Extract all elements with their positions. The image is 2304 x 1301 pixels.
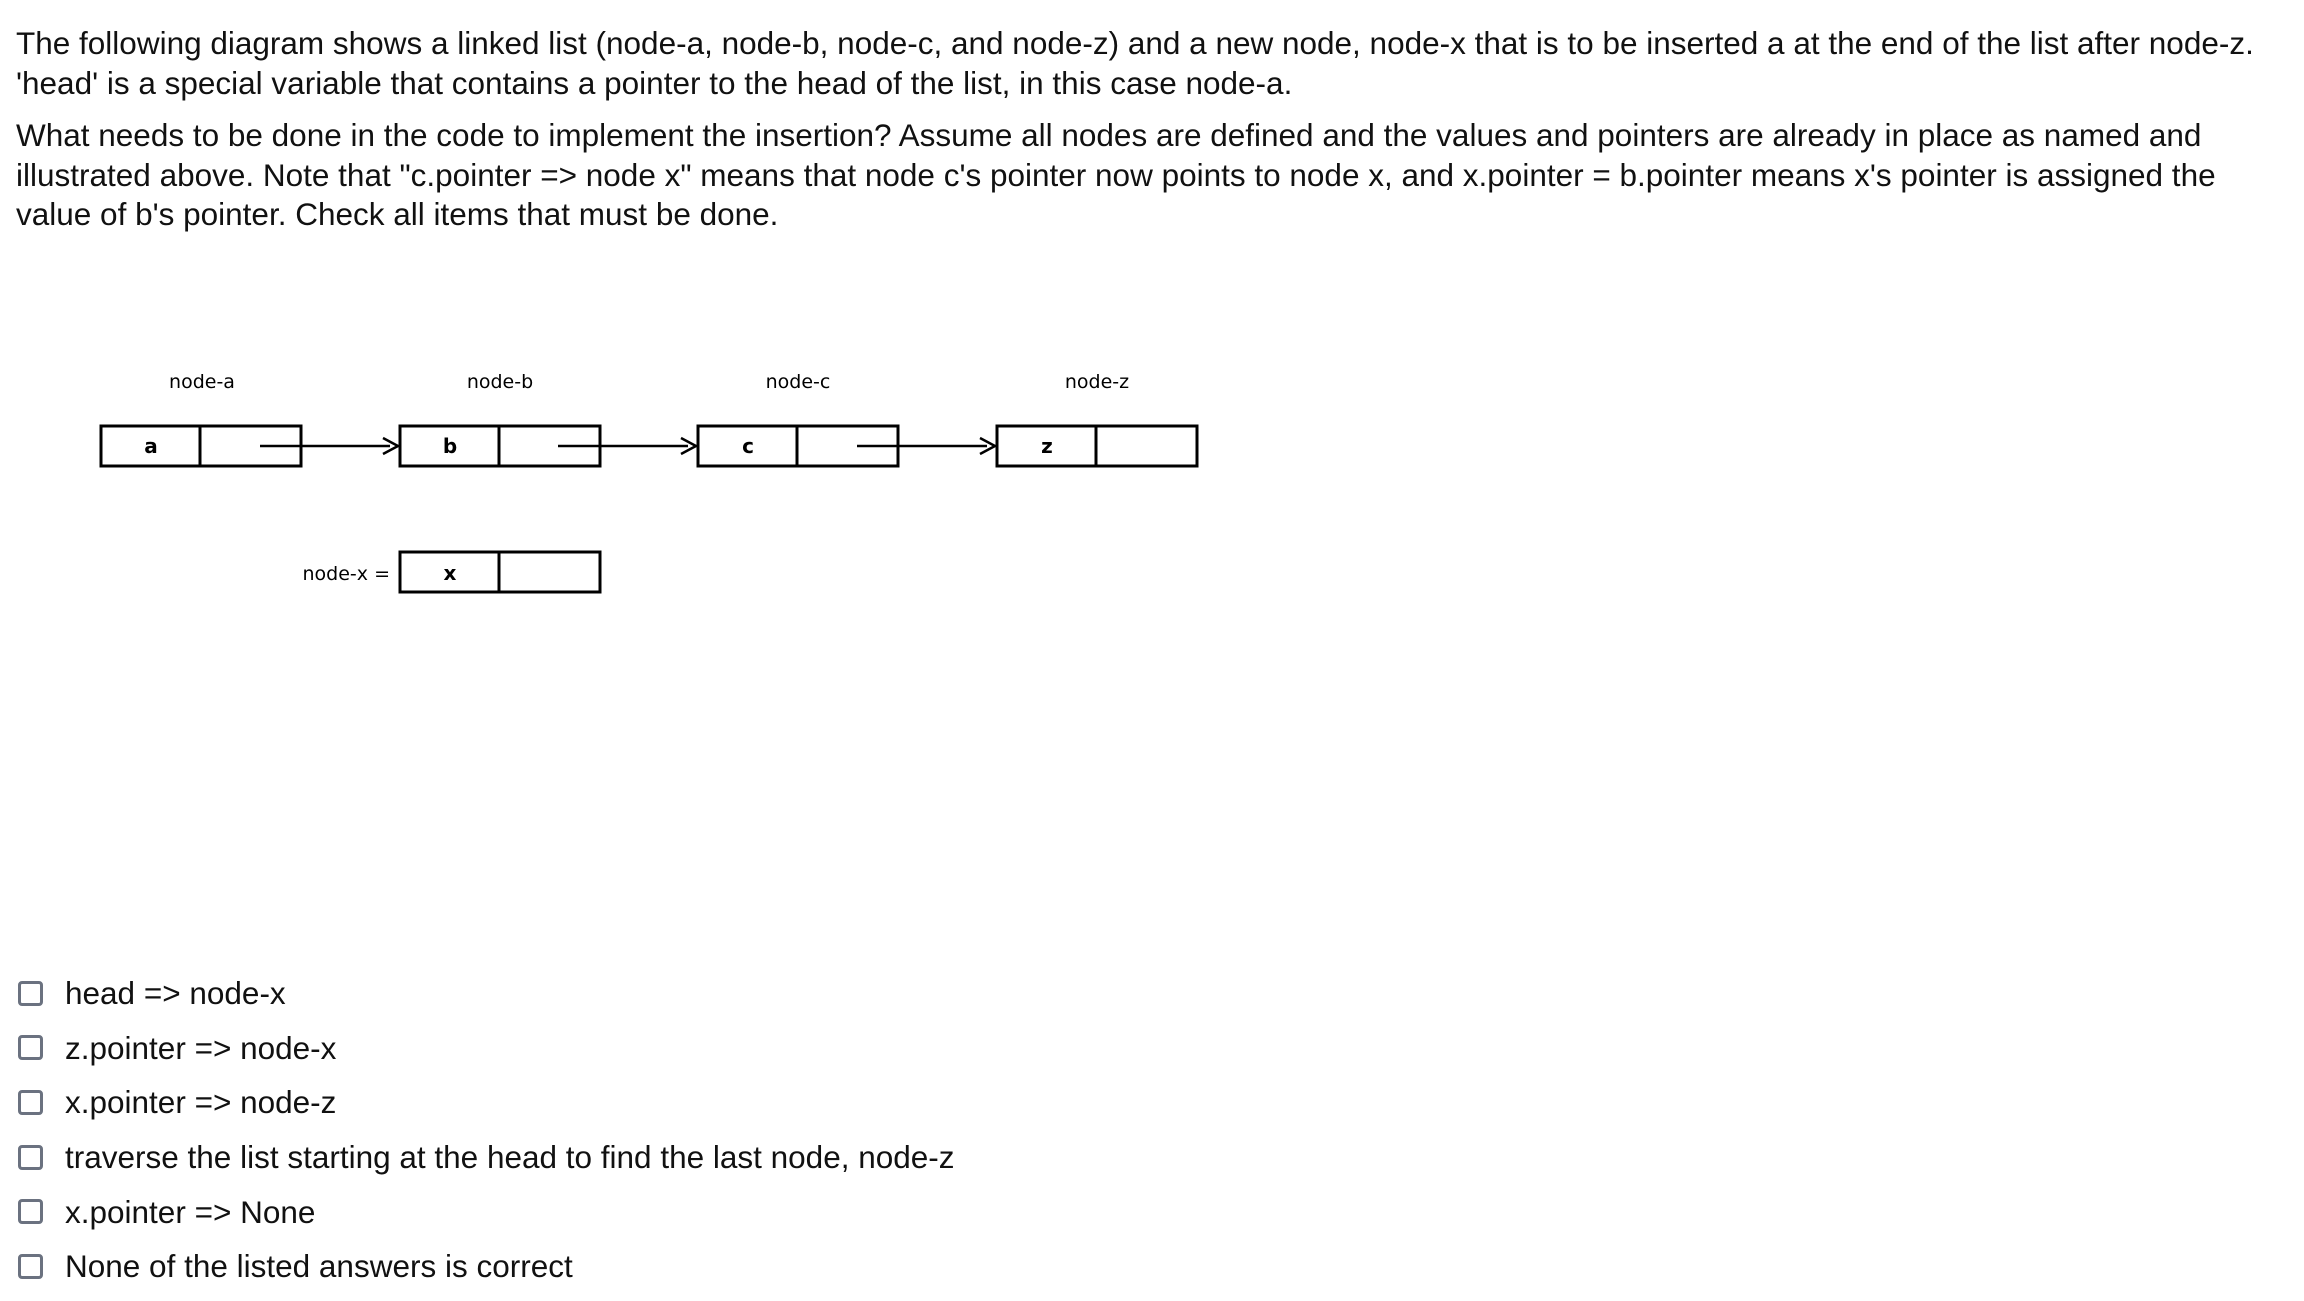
checkbox[interactable]	[18, 1090, 43, 1115]
linked-list-diagram	[0, 0, 1300, 640]
node-z-value: z	[1041, 434, 1053, 458]
checkbox[interactable]	[18, 981, 43, 1006]
option-label: z.pointer => node-x	[65, 1029, 337, 1066]
checkbox[interactable]	[18, 1035, 43, 1060]
option-z-pointer-node-x[interactable]	[18, 1021, 1518, 1076]
checkbox[interactable]	[18, 1145, 43, 1170]
node-x-pointer-cell	[499, 552, 600, 592]
checkbox[interactable]	[18, 1199, 43, 1224]
option-label: traverse the list starting at the head to find the last node, node-z	[65, 1139, 955, 1176]
option-traverse-list[interactable]	[18, 1130, 1518, 1185]
option-label: None of the listed answers is correct	[65, 1248, 573, 1285]
question-paragraph-1: The following diagram shows a linked list (node-a, node-b, node-c, and node-z) and a new node, node-x that is to be inserted a at the end of the list after node-z. 'head' is a special variable that contains a pointer to the head of the list, in this case node-a.	[16, 25, 2254, 101]
option-none-correct[interactable]	[18, 1239, 1518, 1294]
node-z-name: node-z	[1064, 371, 1130, 393]
question-paragraph-2: What needs to be done in the code to implement the insertion? Assume all nodes are defined and the values and pointers are already in place as named and illustrated above. Note that "c.pointer => node x" means that node c's pointer now points to node x, and x.pointer = b.pointer means x's pointer is assigned the value of b's pointer. Check all items that must be done.	[16, 117, 2216, 232]
option-label: head => node-x	[65, 975, 286, 1012]
node-a-value: a	[144, 434, 158, 458]
option-x-pointer-node-z[interactable]	[18, 1075, 1518, 1130]
node-a-name: node-a	[169, 371, 235, 393]
option-x-pointer-none[interactable]	[18, 1184, 1518, 1239]
checkbox[interactable]	[18, 1254, 43, 1279]
node-x-value: x	[443, 561, 457, 585]
node-x-label: node-x =	[302, 563, 390, 585]
node-b-name: node-b	[466, 371, 534, 393]
option-head-node-x[interactable]	[18, 966, 1518, 1021]
node-z-pointer-cell	[1096, 426, 1197, 466]
option-label: x.pointer => node-z	[65, 1084, 337, 1121]
node-c-name: node-c	[765, 371, 831, 393]
answer-options	[18, 966, 1518, 1294]
option-label: x.pointer => None	[65, 1193, 316, 1230]
node-c-value: c	[742, 434, 754, 458]
node-b-value: b	[442, 434, 458, 458]
